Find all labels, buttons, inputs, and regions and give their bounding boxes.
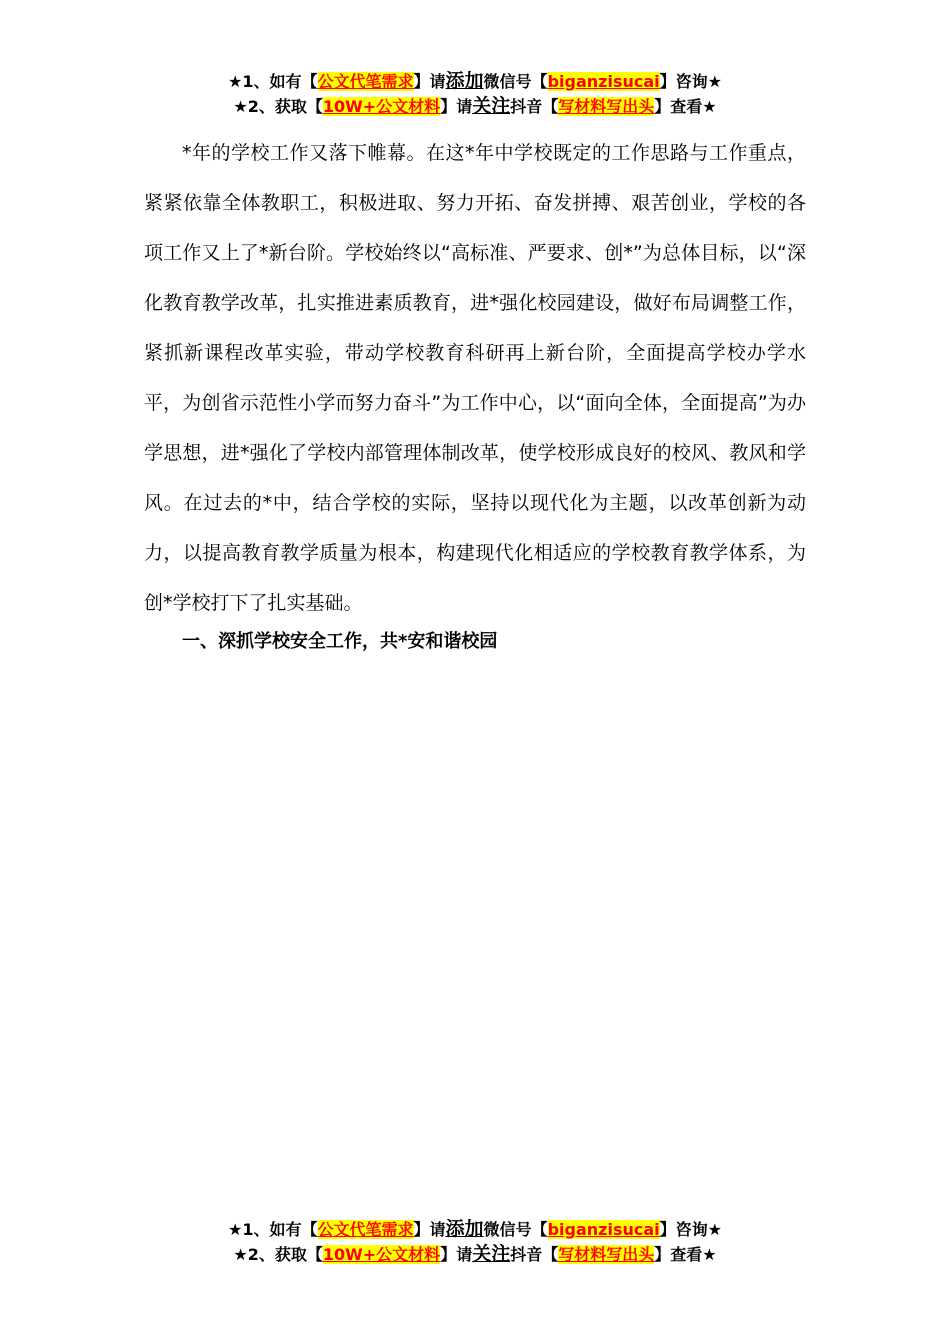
promo-highlight: 公文代笔需求	[317, 1220, 414, 1239]
promo-highlight-wechat-id: biganzisucai	[547, 72, 660, 91]
promo-highlight: 公文代笔需求	[317, 72, 414, 91]
promo-text: 】请	[440, 1245, 473, 1264]
promo-line-1	[0, 69, 950, 94]
promo-highlight-douyin-id: 写材料写出头	[558, 97, 655, 116]
promo-line-2	[0, 1242, 950, 1267]
top-promo-banner	[0, 69, 950, 119]
promo-text: ★1、如有【	[228, 72, 318, 91]
promo-text: 】查看★	[654, 1245, 717, 1264]
promo-emphasis: 添加	[445, 1218, 484, 1240]
promo-text: 】咨询★	[659, 72, 722, 91]
bottom-promo-banner	[0, 1217, 950, 1267]
promo-highlight: 10W+公文材料	[322, 97, 441, 116]
promo-text: 】查看★	[654, 97, 717, 116]
promo-text: 】请	[413, 72, 446, 91]
promo-highlight: 10W+公文材料	[322, 1245, 441, 1264]
promo-text: 微信号【	[483, 1220, 548, 1239]
promo-emphasis: 关注	[472, 1243, 511, 1265]
promo-text: ★2、获取【	[233, 1245, 323, 1264]
promo-text: ★1、如有【	[228, 1220, 318, 1239]
promo-emphasis: 关注	[472, 95, 511, 117]
promo-text: 】请	[440, 97, 473, 116]
promo-text: 微信号【	[483, 72, 548, 91]
promo-text: ★2、获取【	[233, 97, 323, 116]
section-heading: 一、深抓学校安全工作，共*安和谐校园	[182, 631, 498, 652]
promo-emphasis: 添加	[445, 70, 484, 92]
promo-highlight-wechat-id: biganzisucai	[547, 1220, 660, 1239]
promo-line-1	[0, 1217, 950, 1242]
promo-highlight-douyin-id: 写材料写出头	[558, 1245, 655, 1264]
promo-text: 】咨询★	[659, 1220, 722, 1239]
promo-text: 抖音【	[510, 97, 559, 116]
promo-text: 】请	[413, 1220, 446, 1239]
promo-text: 抖音【	[510, 1245, 559, 1264]
body-paragraph: *年的学校工作又落下帷幕。在这*年中学校既定的工作思路与工作重点，紧紧依靠全体教职工，积极进取、努力开拓、奋发拼搏、艰苦创业，学校的各项工作又上了*新台阶。学校始终以“高标准、严要求、创*”为总体目标，以“深化教育教学改革，扎实推进素质教育，进*强化校园建设，做好布局调整工作，紧抓新课程改革实验，带动学校教育科研再上新台阶，全面提高学校办学水平，为创省示范性小学而努力奋斗”为工作中心，以“面向全体，全面提高”为办学思想，进*强化了学校内部管理体制改革，使学校形成良好的校风、教风和学风。在过去的*中，结合学校的实际，坚持以现代化为主题，以改革创新为动力，以提高教育教学质量为根本，构建现代化相适应的学校教育教学体系，为创*学校打下了扎实基础。	[144, 142, 806, 614]
promo-line-2	[0, 94, 950, 119]
